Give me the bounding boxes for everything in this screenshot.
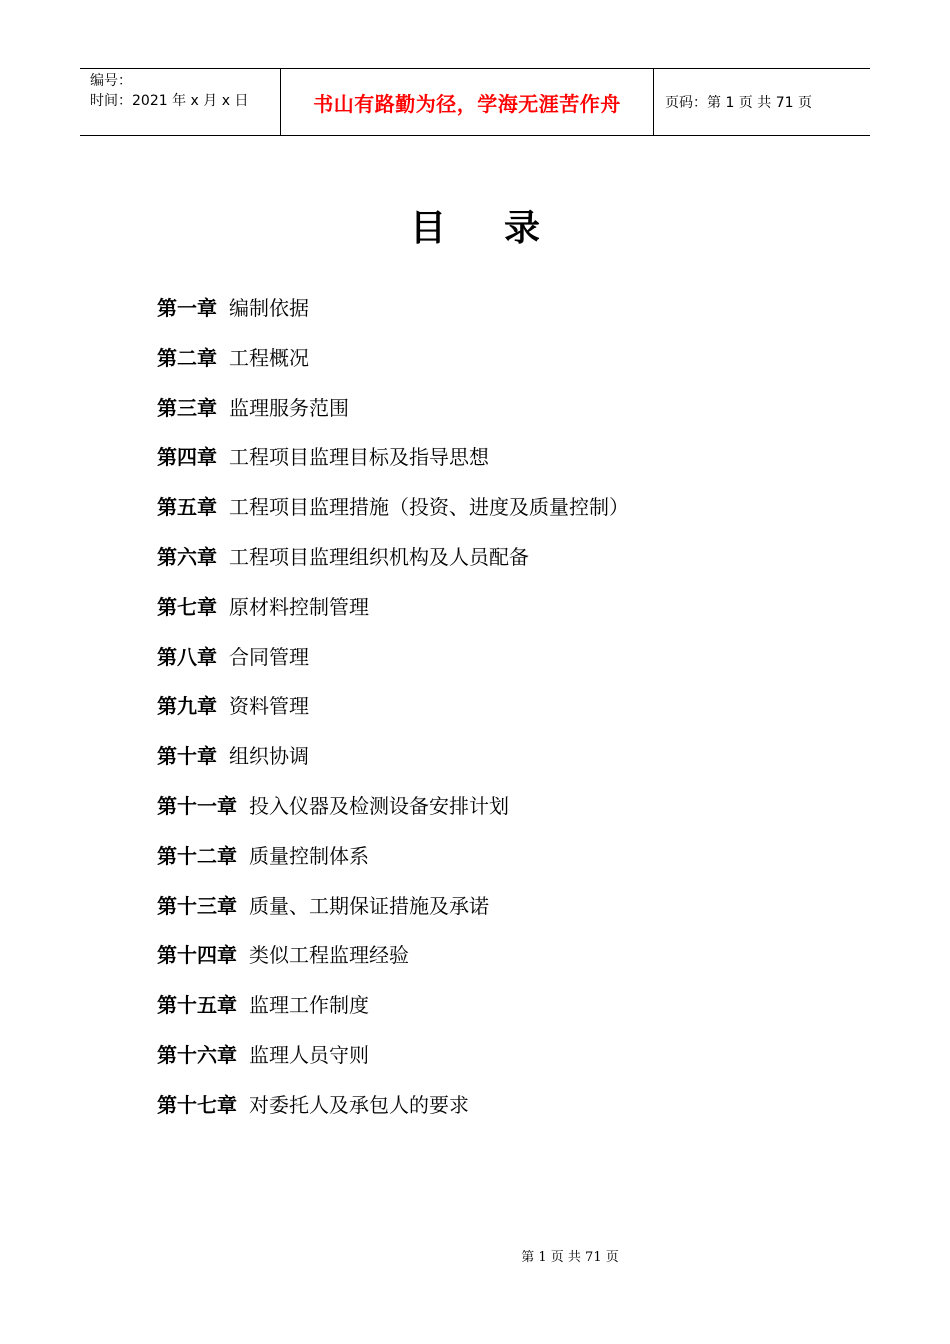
toc-chapter-title: 工程项目监理目标及指导思想 (229, 445, 489, 470)
toc-chapter-number: 第五章 (157, 495, 217, 520)
toc-chapter-number: 第二章 (157, 345, 217, 370)
toc-chapter-number: 第十一章 (157, 793, 237, 818)
time-label: 时间：2021 年 x 月 x 日 (90, 93, 249, 109)
toc-chapter-number: 第十二章 (157, 843, 237, 868)
toc-chapter-title: 编制依据 (229, 296, 309, 320)
header-motto-cell (281, 69, 654, 135)
table-of-contents (157, 292, 629, 1139)
toc-entry[interactable] (157, 890, 629, 940)
toc-entry[interactable] (157, 989, 629, 1039)
toc-chapter-title: 组织协调 (229, 744, 309, 769)
header-page-cell (654, 69, 870, 135)
toc-entry[interactable] (157, 1089, 629, 1139)
toc-chapter-title: 工程项目监理组织机构及人员配备 (229, 544, 529, 569)
header-page-info: 页码：第 1 页 共 71 页 (665, 95, 812, 111)
toc-chapter-number: 第十三章 (157, 893, 237, 918)
toc-chapter-title: 资料管理 (229, 694, 309, 719)
toc-chapter-number: 第十七章 (157, 1092, 237, 1117)
toc-chapter-title: 合同管理 (229, 644, 309, 669)
toc-chapter-number: 第六章 (157, 544, 217, 569)
toc-chapter-title: 监理工作制度 (249, 993, 369, 1018)
toc-entry[interactable] (157, 342, 629, 392)
toc-chapter-title: 类似工程监理经验 (249, 943, 409, 968)
toc-chapter-number: 第八章 (157, 644, 217, 669)
toc-chapter-number: 第十四章 (157, 943, 237, 968)
toc-entry[interactable] (157, 840, 629, 890)
toc-chapter-title: 工程概况 (229, 345, 309, 370)
header-motto: 书山有路勤为径，学海无涯苦作舟 (313, 91, 621, 116)
toc-chapter-title: 工程项目监理措施（投资、进度及质量控制） (229, 495, 629, 520)
page-footer: 第 1 页 共 71 页 (521, 1250, 619, 1265)
toc-chapter-number: 第三章 (157, 395, 217, 420)
toc-entry[interactable] (157, 939, 629, 989)
toc-entry[interactable] (157, 641, 629, 691)
number-label: 编号： (90, 73, 132, 89)
toc-chapter-number: 第九章 (157, 694, 217, 719)
toc-chapter-number: 第一章 (157, 296, 217, 320)
toc-chapter-title: 监理服务范围 (229, 395, 349, 420)
header-meta (80, 69, 281, 135)
toc-chapter-title: 质量控制体系 (249, 843, 369, 868)
toc-chapter-title: 投入仪器及检测设备安排计划 (249, 793, 509, 818)
toc-entry[interactable] (157, 1039, 629, 1089)
toc-entry[interactable] (157, 292, 629, 342)
toc-entry[interactable] (157, 591, 629, 641)
toc-entry[interactable] (157, 441, 629, 491)
toc-chapter-title: 对委托人及承包人的要求 (249, 1092, 469, 1117)
toc-entry[interactable] (157, 491, 629, 541)
toc-chapter-title: 质量、工期保证措施及承诺 (249, 893, 489, 918)
toc-entry[interactable] (157, 690, 629, 740)
toc-chapter-number: 第十章 (157, 744, 217, 769)
toc-entry[interactable] (157, 740, 629, 790)
toc-chapter-number: 第十六章 (157, 1042, 237, 1067)
toc-entry[interactable] (157, 541, 629, 591)
toc-chapter-number: 第四章 (157, 445, 217, 470)
page-header (80, 68, 870, 136)
toc-chapter-title: 监理人员守则 (249, 1042, 369, 1067)
toc-chapter-title: 原材料控制管理 (229, 594, 369, 619)
toc-entry[interactable] (157, 392, 629, 442)
document-title: 目录 (409, 208, 598, 249)
toc-chapter-number: 第七章 (157, 594, 217, 619)
toc-entry[interactable] (157, 790, 629, 840)
toc-chapter-number: 第十五章 (157, 993, 237, 1018)
